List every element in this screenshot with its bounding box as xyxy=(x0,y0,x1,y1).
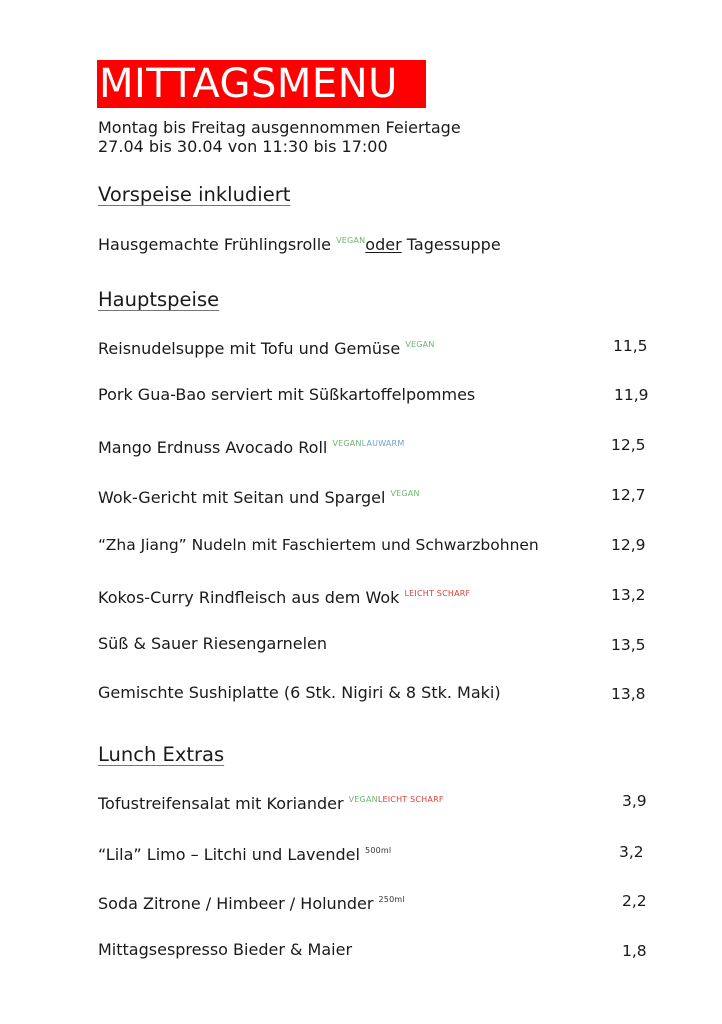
menu-item-name: Reisnudelsuppe mit Tofu und Gemüse xyxy=(98,339,401,358)
subtitle-dates: 27.04 bis 30.04 von 11:30 bis 17:00 xyxy=(98,137,388,156)
menu-item xyxy=(98,484,420,508)
extras-item-name: Tofustreifensalat mit Koriander xyxy=(98,794,344,813)
menu-item xyxy=(98,385,475,405)
extras-item-name: Soda Zitrone / Himbeer / Holunder xyxy=(98,894,374,913)
volume-tag: 500ml xyxy=(365,846,392,855)
menu-item-name: Kokos-Curry Rindfleisch aus dem Wok xyxy=(98,588,400,607)
vegan-tag: VEGAN xyxy=(405,340,435,349)
spicy-tag: LEICHT SCHARF xyxy=(377,795,444,804)
starter-item-b: Tagessuppe xyxy=(406,235,501,254)
menu-item xyxy=(98,634,327,654)
menu-item-price: 11,5 xyxy=(613,337,648,355)
menu-item-name: “Zha Jiang” Nudeln mit Faschiertem und Schwarzbohnen xyxy=(98,536,539,554)
extras-item-price: 2,2 xyxy=(622,892,647,910)
vegan-tag: VEGAN xyxy=(336,236,366,245)
menu-item-name: Süß & Sauer Riesengarnelen xyxy=(98,634,328,653)
extras-item xyxy=(98,940,352,960)
menu-item xyxy=(98,683,501,703)
menu-item-price: 12,9 xyxy=(611,536,646,554)
starter-item xyxy=(98,231,501,255)
menu-item-price: 12,7 xyxy=(611,486,646,504)
menu-item xyxy=(98,535,539,555)
menu-item-name: Gemischte Sushiplatte (6 Stk. Nigiri & 8 Stk. Maki) xyxy=(98,683,501,702)
spicy-tag: LEICHT SCHARF xyxy=(404,589,471,598)
menu-item xyxy=(98,584,470,608)
extras-item xyxy=(98,890,405,914)
extras-item-name: “Lila” Limo – Litchi und Lavendel xyxy=(98,845,360,864)
starter-item-a: Hausgemachte Frühlingsrolle xyxy=(98,235,332,254)
lauwarm-tag: LAUWARM xyxy=(361,439,405,448)
volume-tag: 250ml xyxy=(378,895,405,904)
extras-item xyxy=(98,790,444,814)
vegan-tag: VEGAN xyxy=(390,489,420,498)
extras-item-name: Mittagsespresso Bieder & Maier xyxy=(98,940,353,959)
menu-item-name: Pork Gua-Bao serviert mit Süßkartoffelpommes xyxy=(98,385,476,404)
extras-item xyxy=(98,841,391,865)
menu-item-price: 13,5 xyxy=(611,636,646,654)
section-heading-extras: Lunch Extras xyxy=(98,743,225,766)
menu-item-price: 12,5 xyxy=(611,436,646,454)
extras-item-price: 1,8 xyxy=(622,942,647,960)
menu-item-name: Mango Erdnuss Avocado Roll xyxy=(98,438,328,457)
menu-item-price: 13,8 xyxy=(611,685,646,703)
menu-item-price: 11,9 xyxy=(614,386,649,404)
menu-item xyxy=(98,434,404,458)
vegan-tag: VEGAN xyxy=(348,795,378,804)
menu-item-name: Wok-Gericht mit Seitan und Spargel xyxy=(98,488,386,507)
subtitle-days: Montag bis Freitag ausgennommen Feiertage xyxy=(98,118,461,137)
menu-item xyxy=(98,335,435,359)
extras-item-price: 3,9 xyxy=(622,792,647,810)
menu-item-price: 13,2 xyxy=(611,586,646,604)
extras-item-price: 3,2 xyxy=(619,843,644,861)
section-heading-starter: Vorspeise inkludiert xyxy=(98,183,291,206)
starter-connector: oder xyxy=(365,235,402,254)
section-heading-main: Hauptspeise xyxy=(98,288,220,311)
vegan-tag: VEGAN xyxy=(332,439,362,448)
menu-title: MITTAGSMENU xyxy=(97,60,426,108)
